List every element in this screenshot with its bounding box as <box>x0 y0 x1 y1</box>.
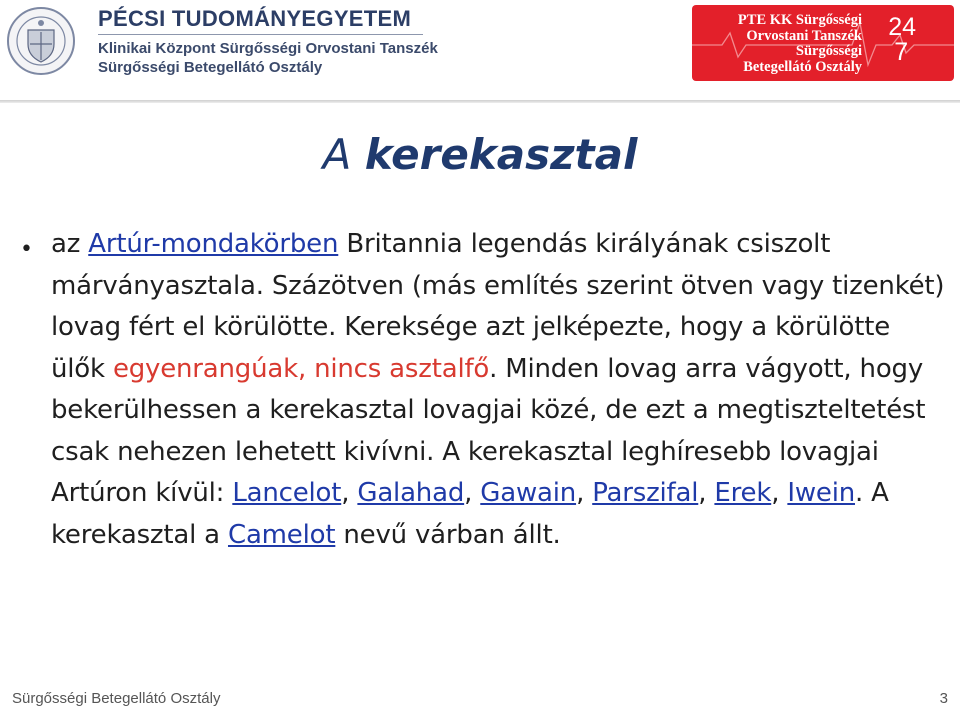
wiki-link[interactable]: Iwein <box>787 478 855 508</box>
wiki-link[interactable]: Lancelot <box>232 478 342 508</box>
badge-line: PTE KK Sürgősségi <box>737 12 862 28</box>
wiki-link[interactable]: Parszifal <box>592 478 699 508</box>
header-rule <box>0 100 960 103</box>
paragraph-text: , <box>576 478 593 508</box>
university-block <box>98 6 438 77</box>
title-main: kerekasztal <box>364 130 638 179</box>
title-prefix: A <box>322 130 352 179</box>
footer-unit: Sürgősségi Betegellátó Osztály <box>12 690 221 707</box>
header-divider <box>98 34 423 35</box>
badge-24-7 <box>888 15 916 65</box>
badge-text <box>738 13 862 75</box>
badge-hours: 24 <box>888 13 916 41</box>
wiki-link[interactable]: Galahad <box>357 478 465 508</box>
wiki-link[interactable]: Erek <box>714 478 772 508</box>
paragraph-text: . A kerekasztal a <box>51 478 889 550</box>
paragraph-text: , <box>771 478 788 508</box>
wiki-link[interactable]: Camelot <box>227 519 336 550</box>
paragraph-text: , <box>698 478 715 508</box>
wiki-link[interactable]: Artúr-mondakörben <box>88 229 339 259</box>
unit-name: Sürgősségi Betegellátó Osztály <box>98 59 323 76</box>
paragraph-text: Britannia legendás királyának csiszolt márványasztala. Százötven (más említés szerint ötven vagy tizenkét) lovag fért el körülötte. Kereksége azt jelképezte, hogy a körülötte ülők <box>51 229 945 384</box>
badge-days: 7 <box>894 38 909 66</box>
slide-paragraph <box>51 224 951 556</box>
slide-title <box>0 130 960 179</box>
badge-line: Sürgősségi <box>795 43 862 59</box>
bullet-icon: • <box>20 237 33 262</box>
slide-header <box>0 0 960 100</box>
paragraph-text: az <box>51 229 89 259</box>
wiki-link[interactable]: Gawain <box>480 478 577 508</box>
department-badge <box>692 5 954 81</box>
highlighted-text: egyenrangúak, nincs asztalfő <box>112 353 490 384</box>
paragraph-text: nevű várban állt. <box>335 519 561 550</box>
paragraph-text: , <box>341 478 358 508</box>
university-name: PÉCSI TUDOMÁNYEGYETEM <box>98 6 412 31</box>
department-name: Klinikai Központ Sürgősségi Orvostani Tanszék <box>98 40 438 57</box>
university-seal-icon <box>6 6 76 76</box>
page-number: 3 <box>939 690 948 707</box>
paragraph-text: . Minden lovag arra vágyott, hogy bekerülhessen a kerekasztal lovagjai közé, de ezt a megtiszteltetést csak nehezen lehetett kivívni. A kerekasztal leghíresebb lovagjai Artúron kívül: <box>51 353 926 508</box>
badge-line: Betegellátó Osztály <box>743 58 862 75</box>
paragraph-text: , <box>464 478 481 508</box>
badge-line: Orvostani Tanszék <box>746 27 862 44</box>
